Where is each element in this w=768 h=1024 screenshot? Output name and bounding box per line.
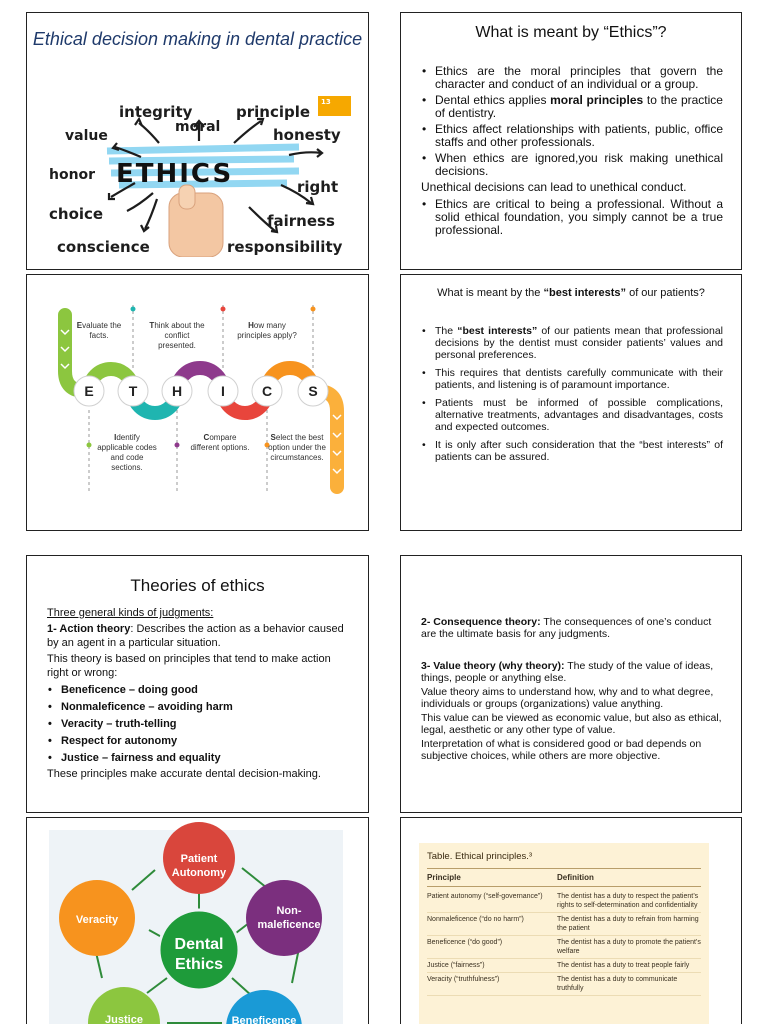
table-cell: Justice (“fairness”) — [427, 962, 485, 969]
slide-body — [421, 616, 726, 764]
table-cell: Beneficence (“do good”) — [427, 939, 503, 946]
letter-circle-c — [252, 376, 282, 406]
word-responsibility: responsibility — [227, 238, 343, 256]
consequence-theory: 2- Consequence theory: The consequences of one’s conduct are the ultimate basis for any judgments. — [421, 616, 712, 640]
slide-body — [47, 604, 352, 781]
bullet-item: • Dental ethics applies moral principles to the practice of dentistry. — [421, 94, 723, 120]
closing-text: These principles make accurate dental decision-making. — [47, 768, 321, 780]
principle-item: • Respect for autonomy — [47, 734, 352, 748]
slide-ethical-principles-table — [400, 817, 742, 1024]
slide-title: What is meant by the “best interests” of our patients? — [437, 287, 705, 299]
node-label: Beneficence — [231, 1015, 297, 1024]
value-theory: 3- Value theory (why theory): The study of the value of ideas, things, people or anything else. — [421, 660, 714, 684]
slide-what-is-ethics — [400, 12, 742, 270]
step-evaluate-label: Evaluate the facts. — [76, 321, 122, 340]
guide-dot — [311, 307, 316, 312]
word-choice: choice — [49, 205, 104, 223]
word-honor: honor — [49, 167, 96, 183]
table-row — [427, 959, 701, 973]
slide-dental-ethics-diagram — [26, 817, 369, 1024]
table-cell: The dentist has a duty to respect the patient’s rights to self-determination and confidentiality — [557, 893, 699, 909]
principle-item: • Veracity – truth-telling — [47, 717, 352, 731]
node-label: Autonomy — [171, 867, 227, 879]
word-value: value — [65, 128, 108, 144]
slide-consequence-value-theory — [400, 555, 742, 813]
step-how-many-label: How many principles apply? — [237, 321, 297, 340]
dental-ethics-cycle-diagram — [27, 818, 369, 1024]
table-cell: Patient autonomy (“self-governance”) — [427, 893, 543, 900]
subtitle: Three general kinds of judgments: — [47, 607, 214, 619]
badge-number: 13 — [321, 98, 331, 106]
principle-item: • Beneficence – doing good — [47, 683, 352, 697]
node-label: Justice — [105, 1014, 143, 1024]
letter-e: E — [84, 383, 94, 399]
letter-i: I — [221, 383, 225, 399]
word-integrity: integrity — [119, 103, 193, 121]
table-header — [427, 868, 701, 887]
step-identify-label: Identify applicable codes and code sections. — [97, 433, 157, 472]
paragraph: Value theory aims to understand how, why and to what degree, individuals or groups (organizations) value anything. — [421, 686, 714, 710]
principle-item: • Justice – fairness and equality — [47, 751, 352, 765]
paragraph: Interpretation of what is considered good or bad depends on subjective choices, while others are more objective. — [421, 738, 702, 762]
letter-circle-t — [118, 376, 148, 406]
slide-ethical-decision-making — [26, 12, 369, 270]
table-cell: The dentist has a duty to refrain from harming the patient — [557, 916, 699, 932]
step-think-label: Think about the conflict presented. — [149, 321, 205, 350]
node-label: Non- — [276, 905, 302, 917]
guide-dot — [131, 307, 136, 312]
header-cell: Principle — [427, 873, 461, 882]
bullet-item: • It is only after such consideration that the “best interests” of patients can be assured. — [421, 439, 723, 463]
letter-circle-e — [74, 376, 104, 406]
bullet-item: • When ethics are ignored,you risk making unethical decisions. — [421, 152, 723, 178]
center-label: Dental — [174, 936, 224, 953]
table-cell: The dentist has a duty to communicate truthfully — [557, 976, 678, 992]
table-row — [427, 973, 701, 996]
guide-dot — [87, 443, 92, 448]
word-honesty: honesty — [273, 126, 341, 144]
bullet-item: • Ethics are critical to being a professional. Without a solid ethical foundation, you simply cannot be a true professional. — [421, 198, 723, 237]
guide-dot — [221, 307, 226, 312]
letter-c: C — [261, 383, 273, 399]
letter-t: T — [128, 383, 138, 399]
table-cell: The dentist has a duty to promote the patient’s welfare — [557, 939, 701, 955]
bullet-item: • Ethics are the moral principles that govern the character and conduct of an individual or a group. — [421, 65, 723, 91]
principle-item: • Nonmaleficence – avoiding harm — [47, 700, 352, 714]
slide-body — [421, 65, 723, 240]
table-row — [427, 936, 701, 959]
slide-ethics-acronym — [26, 274, 369, 531]
slide-title: Theories of ethics — [130, 576, 265, 595]
step-compare-label: Compare different options. — [190, 433, 250, 452]
header-cell: Definition — [557, 873, 594, 882]
node-label: Patient — [180, 853, 218, 865]
ethical-principles-table — [419, 843, 709, 1024]
plain-text: Unethical decisions can lead to unethical conduct. — [421, 180, 687, 194]
letter-s: S — [308, 383, 318, 399]
action-theory: 1- Action theory: Describes the action as a behavior caused by an agent in a particular situation. — [47, 623, 344, 649]
bullet-item: • This requires that dentists carefully communicate with their patients, and listening is of paramount importance. — [421, 367, 723, 391]
bullet-item: • Patients must be informed of possible complications, alternative treatments, advantages and disadvantages, costs and expected outcomes. — [421, 397, 723, 433]
node-label: Veracity — [75, 914, 119, 926]
slide-title: What is meant by “Ethics”? — [475, 24, 667, 41]
word-moral: moral — [175, 119, 221, 135]
slide-theories-of-ethics — [26, 555, 369, 813]
slide-title: Ethical decision making in dental practice — [32, 29, 363, 49]
ethics-acronym-diagram — [27, 275, 369, 531]
guide-dot — [175, 443, 180, 448]
word-principle: principle — [236, 103, 311, 121]
word-conscience: conscience — [57, 238, 150, 256]
hand-illustration — [169, 185, 223, 257]
table-cell: Nonmaleficence (“do no harm”) — [427, 916, 524, 923]
table-cell: The dentist has a duty to treat people fairly — [557, 962, 690, 969]
bullet-item: • Ethics affect relationships with patients, public, office staffs and other professionals. — [421, 123, 723, 149]
table-title: Table. Ethical principles.³ — [427, 851, 533, 862]
slide-body — [421, 325, 723, 469]
paragraph: This value can be viewed as economic value, but also as ethical, legal, aesthetic or any other type of value. — [421, 712, 722, 736]
table-row — [427, 890, 701, 913]
table-row — [427, 913, 701, 936]
word-right: right — [297, 178, 339, 196]
word-ethics: ETHICS — [116, 159, 234, 189]
table-cell: Veracity (“truthfulness”) — [427, 976, 500, 983]
letter-h: H — [171, 383, 183, 399]
word-fairness: fairness — [267, 212, 335, 230]
node-label: maleficence — [257, 919, 321, 931]
center-label: Ethics — [174, 956, 224, 973]
letter-circle-i — [208, 376, 238, 406]
principles-intro: This theory is based on principles that tend to make action right or wrong: — [47, 653, 331, 679]
ethics-word-cloud — [49, 81, 351, 257]
letter-circle-s — [298, 376, 328, 406]
step-select-label: Select the best option under the circumstances. — [268, 433, 326, 462]
letter-circle-h — [162, 376, 192, 406]
slide-best-interests — [400, 274, 742, 531]
bullet-item: • The “best interests” of our patients mean that professional decisions by the dentist must consider patients’ values and personal preferences. — [421, 325, 723, 361]
